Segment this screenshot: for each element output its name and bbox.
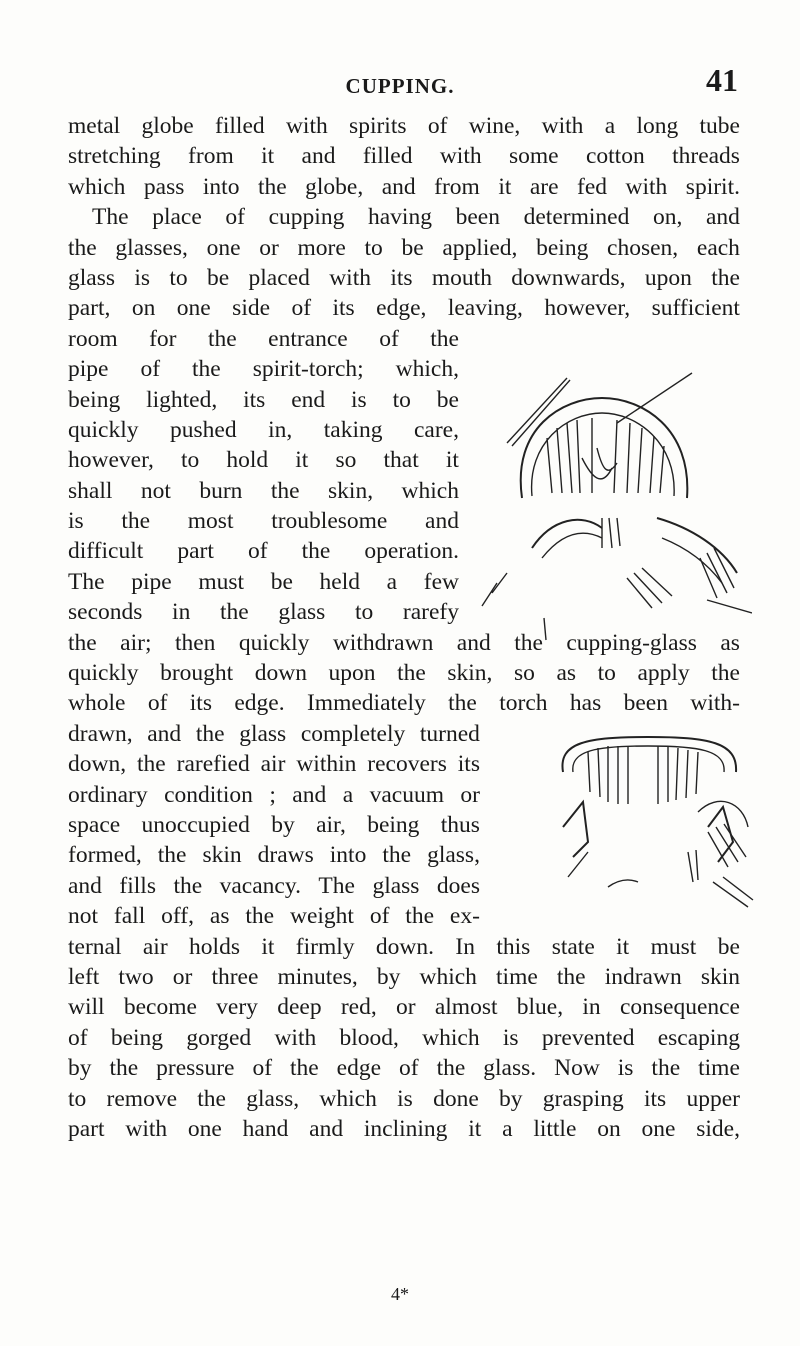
text-line: The place of cupping having been determined on, and <box>92 204 740 231</box>
text-line: however, to hold it so that it <box>68 447 459 474</box>
text-line: difficult part of the operation. <box>68 538 459 565</box>
text-line: the glasses, one or more to be applied, being chosen, each <box>68 234 740 261</box>
text-line: part with one hand and inclining it a little on one side, <box>68 1115 740 1142</box>
cupping-glass-with-torch-figure <box>452 368 752 668</box>
text-line: being lighted, its end is to be <box>68 386 459 413</box>
text-line: space unoccupied by air, being thus <box>68 811 480 838</box>
text-line: The pipe must be held a few <box>68 568 459 595</box>
text-line: which pass into the globe, and from it are fed with spirit. <box>68 173 740 200</box>
text-line: drawn, and the glass completely turned <box>68 720 480 747</box>
text-line: the air; then quickly withdrawn and the cupping-glass as <box>68 629 740 656</box>
text-line: metal globe filled with spirits of wine, with a long tube <box>68 113 740 139</box>
running-head: CUPPING. <box>345 74 455 98</box>
text-line: glass is to be placed with its mouth downwards, upon the <box>68 264 740 291</box>
text-line: room for the entrance of the <box>68 325 459 352</box>
text-line: not fall off, as the weight of the ex- <box>68 903 480 930</box>
text-line: pipe of the spirit-torch; which, <box>68 356 459 383</box>
text-line: by the pressure of the edge of the glass. Now is the time <box>68 1055 740 1082</box>
text-line: of being gorged with blood, which is prevented escaping <box>68 1024 740 1051</box>
text-line: quickly brought down upon the skin, so as to apply the <box>68 660 740 687</box>
text-line: is the most troublesome and <box>68 508 459 535</box>
text-line: and fills the vacancy. The glass does <box>68 872 480 899</box>
page-header <box>0 62 800 106</box>
text-line: seconds in the glass to rarefy <box>68 599 459 626</box>
text-line: formed, the skin draws into the glass, <box>68 842 480 869</box>
page-number: 41 <box>706 62 738 98</box>
text-line: to remove the glass, which is done by grasping its upper <box>68 1085 740 1112</box>
text-line: ordinary condition ; and a vacuum or <box>68 781 480 808</box>
text-line: stretching from it and filled with some cotton threads <box>68 143 740 170</box>
text-line: will become very deep red, or almost blue, in consequence <box>68 994 740 1021</box>
text-line: left two or three minutes, by which time the indrawn skin <box>68 963 740 990</box>
text-line: part, on one side of its edge, leaving, however, sufficient <box>68 295 740 322</box>
signature-mark: 4* <box>391 1284 409 1304</box>
text-line: down, the rarefied air within recovers its <box>68 751 480 778</box>
cupping-glass-on-skin-figure <box>548 732 754 910</box>
text-line: ternal air holds it firmly down. In this state it must be <box>68 933 740 960</box>
text-line: quickly pushed in, taking care, <box>68 416 459 443</box>
text-line: whole of its edge. Immediately the torch has been with- <box>68 690 740 717</box>
text-line: shall not burn the skin, which <box>68 477 459 504</box>
